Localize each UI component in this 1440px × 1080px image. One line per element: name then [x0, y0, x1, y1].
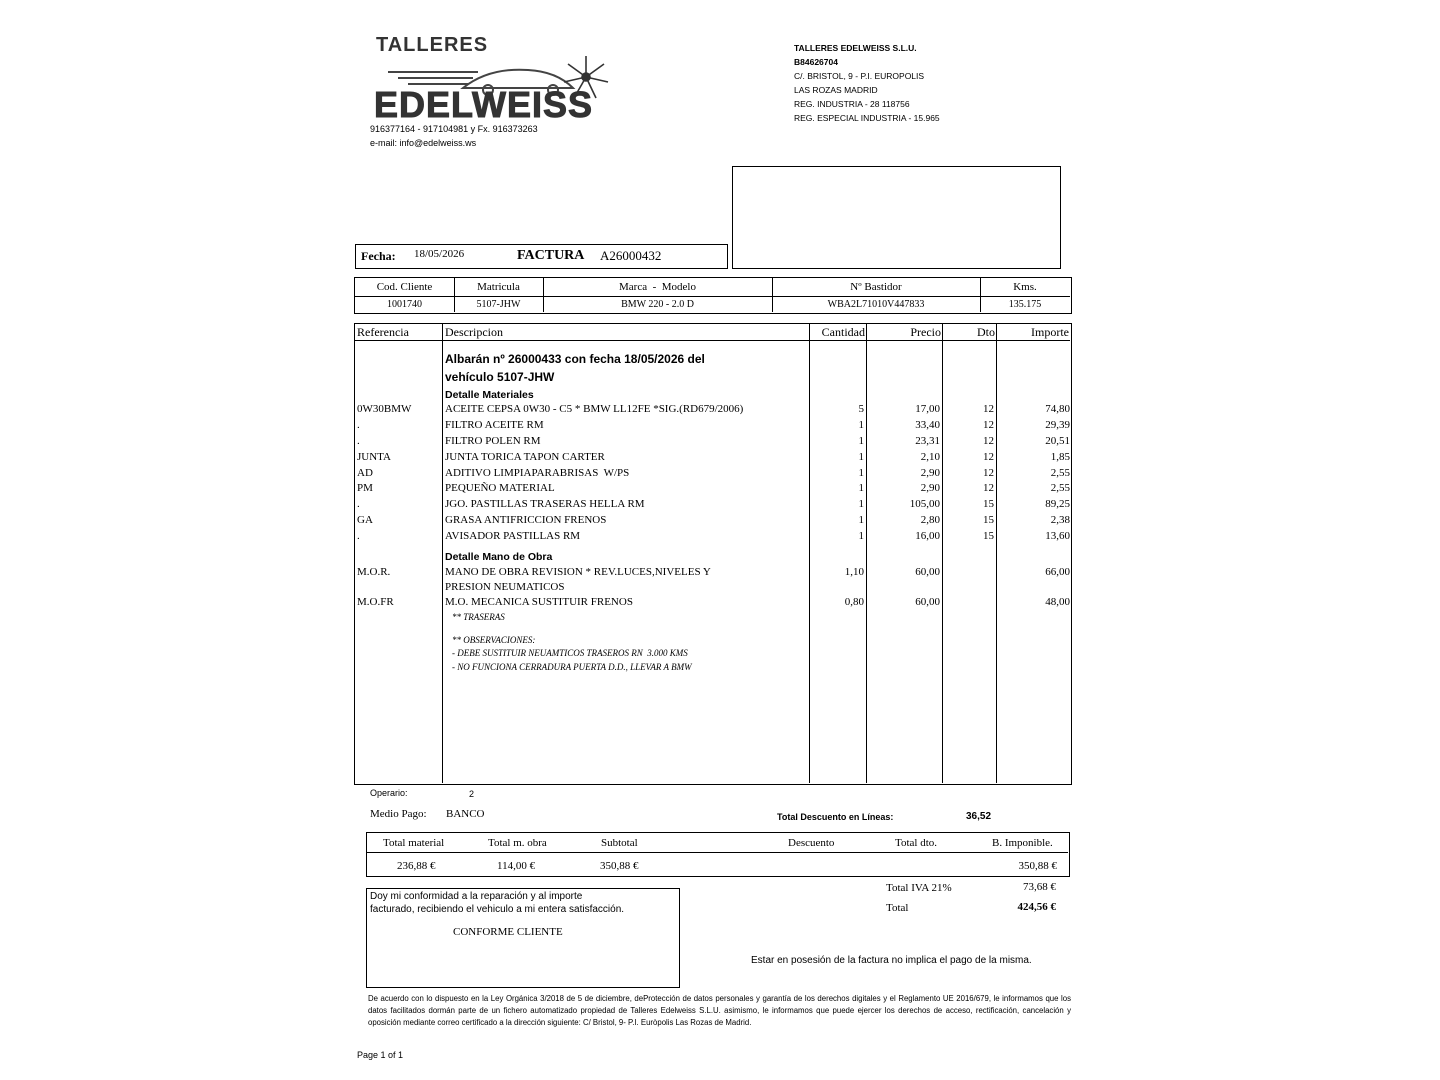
header-subtotal: Subtotal	[601, 837, 638, 849]
company-logo	[368, 34, 668, 126]
header-marca-modelo: Marca - Modelo	[619, 281, 696, 293]
albaran-title	[445, 350, 705, 386]
logo-main-text: EDELWEISS	[374, 84, 594, 125]
legal-text: De acuerdo con lo dispuesto en la Ley Orgánica 3/2018 de 5 de diciembre, deProtección de datos personales y garantía de los derechos digitales y el Reglamento UE 2016/679, le informamos que los datos facilitados dormán parte de un fichero automatizado propiedad de Talleres Edelweiss S.L.U. asimismo, le informamos que puede ejercer los derechos de acceso, rectificación, cancelación y oposición mediante correo certificado a la dirección siguiente: C/ Bristol, 9- P.I. Euròpolis Las Rozas de Madrid.	[368, 994, 1071, 1028]
row-importe: 48,00	[1045, 596, 1070, 608]
company-phones: 916377164 - 917104981 y Fx. 916373263	[370, 124, 538, 134]
note-traseras: ** TRASERAS	[452, 612, 505, 622]
row-precio: 2,80	[920, 514, 940, 526]
col-cantidad: Cantidad	[821, 325, 865, 339]
header-bastidor: Nº Bastidor	[850, 281, 902, 293]
row-cant: 1,10	[844, 566, 864, 578]
header-total-mobra: Total m. obra	[488, 837, 547, 849]
row-desc: GRASA ANTIFRICCION FRENOS	[445, 514, 607, 526]
mano-obra-title: Detalle Mano de Obra	[445, 551, 553, 563]
value-subtotal: 350,88 €	[600, 860, 639, 872]
row-desc: MANO DE OBRA REVISION * REV.LUCES,NIVELES Y	[445, 566, 711, 578]
row-ref: .	[357, 530, 360, 542]
row-desc: AVISADOR PASTILLAS RM	[445, 530, 581, 542]
row-dto: 12	[983, 403, 994, 415]
row-desc: FILTRO POLEN RM	[445, 435, 541, 447]
customer-address-box	[732, 166, 1061, 269]
row-desc: ACEITE CEPSA 0W30 - C5 * BMW LL12FE *SIG.(RD679/2006)	[445, 403, 744, 415]
row-ref: M.O.R.	[357, 566, 391, 578]
row-precio: 2,90	[920, 482, 940, 494]
value-marca-modelo: BMW 220 - 2.0 D	[621, 299, 694, 310]
row-desc-cont: PRESION NEUMATICOS	[445, 581, 565, 593]
totals-box	[366, 832, 1070, 877]
factura-label: FACTURA	[517, 248, 585, 263]
row-ref: .	[357, 435, 360, 447]
value-total-mobra: 114,00 €	[497, 860, 536, 872]
value-b-imponible: 350,88 €	[1018, 860, 1057, 872]
row-dto: 12	[983, 482, 994, 494]
row-cant: 0,80	[844, 596, 864, 608]
company-address: C/. BRISTOL, 9 - P.I. EUROPOLIS	[794, 71, 925, 81]
col-precio: Precio	[910, 325, 941, 339]
row-importe: 89,25	[1045, 498, 1070, 510]
row-cant: 1	[858, 514, 864, 526]
row-ref: AD	[357, 467, 373, 479]
company-info	[794, 41, 940, 125]
row-cant: 1	[858, 467, 864, 479]
row-precio: 16,00	[915, 530, 940, 542]
total-label: Total	[886, 902, 909, 914]
iva-value: 73,68 €	[1023, 881, 1056, 893]
row-importe: 74,80	[1045, 403, 1070, 415]
value-total-material: 236,88 €	[397, 860, 436, 872]
row-desc: ADITIVO LIMPIAPARABRISAS W/PS	[445, 467, 630, 479]
col-referencia: Referencia	[357, 325, 409, 339]
note-neumaticos: - DEBE SUSTITUIR NEUAMTICOS TRASEROS RN 3.000 KMS	[452, 648, 688, 658]
header-total-dto: Total dto.	[895, 837, 938, 849]
row-cant: 1	[858, 451, 864, 463]
row-importe: 29,39	[1045, 419, 1070, 431]
row-importe: 2,55	[1050, 482, 1070, 494]
row-desc: FILTRO ACEITE RM	[445, 419, 544, 431]
company-email: e-mail: info@edelweiss.ws	[370, 138, 477, 148]
row-ref: .	[357, 419, 360, 431]
row-precio: 2,10	[920, 451, 940, 463]
page-number: Page 1 of 1	[357, 1050, 404, 1060]
row-importe: 2,55	[1050, 467, 1070, 479]
invoice-number: A26000432	[600, 248, 662, 263]
value-bastidor: WBA2L71010V447833	[827, 299, 925, 310]
note-cerradura: - NO FUNCIONA CERRADURA PUERTA D.D., LLEVAR A BMW	[452, 661, 692, 672]
operario-value: 2	[469, 789, 475, 799]
company-reg-industria: REG. INDUSTRIA - 28 118756	[794, 99, 910, 109]
col-descripcion: Descripcion	[445, 325, 503, 339]
row-dto: 12	[983, 451, 994, 463]
row-importe: 1,85	[1050, 451, 1070, 463]
row-dto: 12	[983, 419, 994, 431]
note-observaciones: ** OBSERVACIONES:	[452, 634, 536, 645]
medio-pago-value: BANCO	[446, 808, 485, 820]
company-cif: B84626704	[794, 57, 838, 67]
row-precio: 60,00	[915, 566, 940, 578]
row-ref: PM	[357, 482, 373, 494]
albaran-line-2: vehículo 5107-JHW	[445, 370, 555, 384]
row-dto: 12	[983, 467, 994, 479]
value-cod-cliente: 1001740	[387, 299, 422, 310]
total-descuento-value: 36,52	[966, 811, 992, 822]
row-precio: 33,40	[915, 419, 940, 431]
row-ref: GA	[357, 514, 373, 526]
row-importe: 66,00	[1045, 566, 1070, 578]
company-reg-especial: REG. ESPECIAL INDUSTRIA - 15.965	[794, 113, 940, 123]
value-matricula: 5107-JHW	[476, 299, 521, 310]
logo-top-text: TALLERES	[376, 34, 489, 56]
row-precio: 23,31	[915, 435, 940, 447]
materiales-title: Detalle Materiales	[445, 389, 534, 401]
total-descuento-label: Total Descuento en Líneas:	[777, 812, 894, 822]
row-cant: 1	[858, 419, 864, 431]
conformity-line-1: Doy mi conformidad a la reparación y al importe	[370, 891, 583, 902]
header-total-material: Total material	[383, 837, 445, 849]
notes	[452, 611, 692, 674]
row-cant: 1	[858, 530, 864, 542]
invoice-header-box	[355, 244, 728, 269]
header-kms: Kms.	[1013, 281, 1037, 293]
header-descuento: Descuento	[788, 837, 835, 849]
medio-pago-label: Medio Pago:	[370, 808, 427, 820]
total-value: 424,56 €	[1017, 901, 1056, 913]
albaran-line-1: Albarán nº 26000433 con fecha 18/05/2026 del	[445, 352, 705, 366]
payment-notice: Estar en posesión de la factura no implica el pago de la misma.	[751, 955, 1032, 966]
row-precio: 2,90	[920, 467, 940, 479]
col-dto: Dto	[977, 325, 995, 339]
row-precio: 60,00	[915, 596, 940, 608]
operario-label: Operario:	[370, 788, 408, 798]
row-dto: 12	[983, 435, 994, 447]
conformity-box	[366, 888, 680, 988]
header-cod-cliente: Cod. Cliente	[376, 281, 433, 293]
conforme-cliente: CONFORME CLIENTE	[453, 926, 563, 938]
row-desc: JGO. PASTILLAS TRASERAS HELLA RM	[445, 498, 645, 510]
iva-label: Total IVA 21%	[886, 882, 952, 894]
row-precio: 105,00	[909, 498, 940, 510]
row-cant: 1	[858, 482, 864, 494]
row-importe: 20,51	[1045, 435, 1070, 447]
col-importe: Importe	[1031, 325, 1069, 339]
value-kms: 135.175	[1008, 299, 1042, 310]
row-desc: PEQUEÑO MATERIAL	[445, 482, 555, 494]
fecha-label: Fecha:	[361, 249, 396, 263]
row-desc: M.O. MECANICA SUSTITUIR FRENOS	[445, 596, 633, 608]
header-matricula: Matricula	[477, 281, 520, 293]
vehicle-table	[354, 277, 1072, 314]
header-b-imponible: B. Imponible.	[992, 837, 1053, 849]
row-ref: 0W30BMW	[357, 403, 412, 415]
row-cant: 1	[858, 498, 864, 510]
row-ref: M.O.FR	[357, 596, 394, 608]
row-importe: 13,60	[1045, 530, 1070, 542]
row-dto: 15	[983, 498, 994, 510]
row-cant: 5	[858, 403, 864, 415]
row-precio: 17,00	[915, 403, 940, 415]
row-desc: JUNTA TORICA TAPON CARTER	[445, 451, 605, 463]
row-ref: JUNTA	[357, 451, 391, 463]
row-cant: 1	[858, 435, 864, 447]
company-name: TALLERES EDELWEISS S.L.U.	[794, 43, 917, 53]
conformity-line-2: facturado, recibiendo el vehiculo a mi entera satisfacción.	[370, 904, 625, 915]
row-dto: 15	[983, 514, 994, 526]
row-importe: 2,38	[1050, 514, 1070, 526]
company-city: LAS ROZAS MADRID	[794, 85, 878, 95]
row-dto: 15	[983, 530, 994, 542]
fecha-value: 18/05/2026	[414, 248, 465, 260]
row-ref: .	[357, 498, 360, 510]
